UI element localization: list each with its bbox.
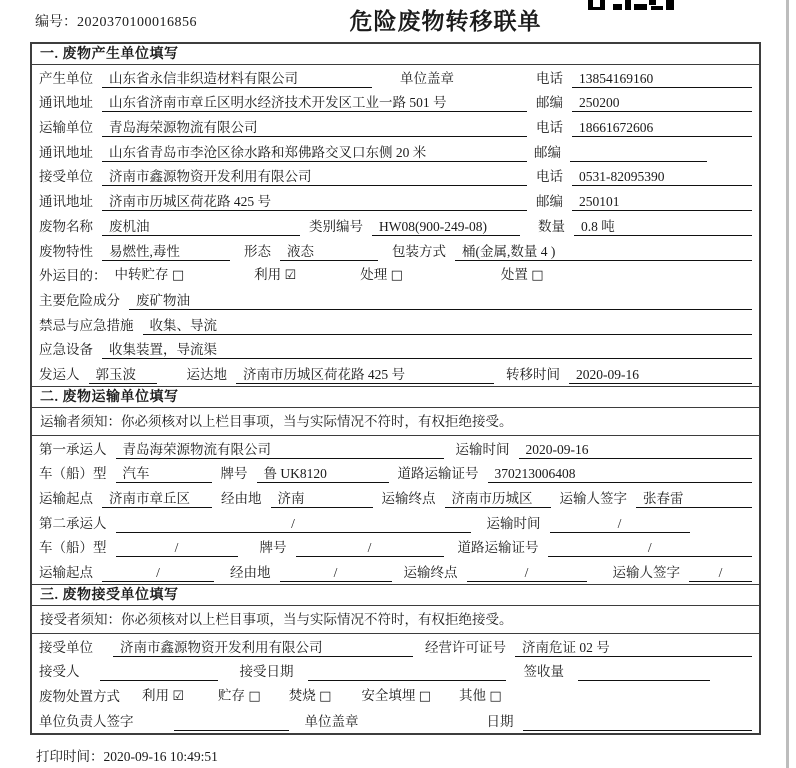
- character-label: 废物特性: [39, 243, 93, 259]
- unit-seal-label: 单位盖章: [304, 713, 359, 729]
- end2-value: /: [467, 563, 587, 582]
- time1-label: 运输时间: [455, 441, 510, 457]
- time2-value: /: [550, 514, 690, 533]
- acceptor-label: 接受人: [39, 664, 80, 680]
- manager-sign-label: 单位负责人签字: [39, 713, 134, 729]
- zip1-value: 250200: [572, 93, 752, 112]
- row-disposal: [32, 683, 759, 708]
- sign-qty-value: [578, 662, 710, 681]
- accept-date-label: 接受日期: [239, 664, 294, 680]
- plate1-value: 鲁 UK8120: [257, 464, 389, 483]
- row-route2: [32, 559, 759, 584]
- addr2-value: 山东省青岛市李沧区徐水路和郑佛路交叉口东侧 20 米: [102, 143, 527, 162]
- origin1-value: 济南市章丘区: [102, 489, 212, 508]
- permit-label: 经营许可证号: [425, 639, 506, 655]
- disposal-option-other: 其他 □: [459, 688, 502, 705]
- checkbox-checked-icon: ☑: [172, 689, 185, 705]
- row-transporter-address: [32, 139, 759, 164]
- row-receiver: [32, 164, 759, 189]
- character-value: 易燃性,毒性: [102, 242, 230, 261]
- print-time-value: 2020-09-16 10:49:51: [103, 749, 218, 764]
- row-hazard: [32, 287, 759, 312]
- seal-label: 单位盖章: [400, 70, 454, 86]
- checkbox-unchecked-icon: □: [531, 268, 544, 284]
- equipment-value: 收集装置，导流渠: [102, 340, 752, 359]
- accept-unit-value: 济南市鑫源物资开发利用有限公司: [113, 638, 413, 657]
- end1-value: 济南市历城区: [445, 489, 551, 508]
- packing-label: 包装方式: [392, 243, 446, 259]
- producer-value: 山东省永信非织造材料有限公司: [102, 69, 372, 88]
- category-value: HW08(900-249-08): [372, 217, 520, 236]
- phone2-value: 18661672606: [572, 118, 752, 137]
- acceptor-value: [100, 662, 218, 681]
- section-transporter: [32, 386, 759, 584]
- row-vehicle1: [32, 461, 759, 486]
- producer-label: 产生单位: [39, 70, 93, 86]
- section-producer: [32, 44, 759, 386]
- row-vehicle2: [32, 535, 759, 560]
- vehicle1-value: 汽车: [116, 464, 212, 483]
- vehicle1-label: 车（船）型: [39, 466, 107, 482]
- phone1-label: 电话: [536, 70, 563, 86]
- time1-value: 2020-09-16: [519, 440, 753, 459]
- checkbox-unchecked-icon: □: [171, 268, 185, 284]
- receiver-label: 接受单位: [39, 169, 93, 185]
- carrier2-value: /: [116, 514, 471, 533]
- zip3-value: 250101: [572, 192, 752, 211]
- document-header: [0, 0, 796, 42]
- checkbox-unchecked-icon: □: [418, 689, 432, 705]
- permit-value: 济南危证 02 号: [515, 638, 752, 657]
- addr2-label: 通讯地址: [39, 144, 93, 160]
- row-route1: [32, 485, 759, 510]
- zip1-label: 邮编: [536, 95, 563, 111]
- purpose-option-dispose: 处置 □: [500, 267, 544, 284]
- row-shipper: [32, 361, 759, 386]
- row-waste-character: [32, 238, 759, 263]
- sign-qty-label: 签收量: [523, 664, 564, 680]
- license2-label: 道路运输证号: [457, 540, 539, 556]
- print-time-label: 打印时间：: [36, 749, 104, 764]
- receiver-value: 济南市鑫源物资开发利用有限公司: [102, 167, 527, 186]
- shipper-value: 郭玉波: [89, 365, 157, 384]
- purpose-option-utilize: 利用 ☑: [254, 267, 297, 284]
- qty-value: 0.8 吨: [574, 217, 752, 236]
- date-value: [523, 712, 753, 731]
- vehicle2-label: 车（船）型: [39, 540, 107, 556]
- sign2-value: /: [689, 563, 752, 582]
- taboo-value: 收集、导流: [143, 316, 753, 335]
- via1-label: 经由地: [221, 491, 262, 506]
- carrier1-label: 第一承运人: [39, 441, 107, 457]
- form-value: 液态: [280, 242, 378, 261]
- sign1-label: 运输人签字: [559, 491, 627, 506]
- row-acceptor: [32, 659, 759, 684]
- addr1-value: 山东省济南市章丘区明水经济技术开发区工业一路 501 号: [102, 93, 527, 112]
- hazard-value: 废矿物油: [129, 291, 752, 310]
- license1-value: 370213006408: [488, 464, 753, 483]
- section-receiver: [32, 584, 759, 733]
- purpose-label: 外运目的：: [39, 268, 107, 284]
- end1-label: 运输终点: [381, 491, 436, 506]
- transfer-time-label: 转移时间: [506, 366, 560, 382]
- disposal-option-incinerate: 焚烧 □: [288, 688, 332, 705]
- purpose-option-treat: 处理 □: [360, 267, 403, 284]
- phone3-value: 0531-82095390: [572, 167, 752, 186]
- dest-label: 运达地: [186, 366, 227, 382]
- receiver-notice: 接受者须知：你必须核对以上栏目事项，当与实际情况不符时，有权拒绝接受。: [32, 606, 759, 634]
- row-producer-address: [32, 90, 759, 115]
- date-label: 日期: [486, 713, 514, 729]
- transporter-label: 运输单位: [39, 120, 93, 136]
- row-equipment: [32, 337, 759, 362]
- row-manager-sign: [32, 708, 759, 733]
- zip2-label: 邮编: [534, 144, 561, 160]
- origin2-value: /: [102, 563, 214, 582]
- vehicle2-value: /: [116, 538, 238, 557]
- hazard-label: 主要危险成分: [39, 292, 120, 308]
- origin1-label: 运输起点: [39, 491, 93, 506]
- row-accept-unit: [32, 634, 759, 659]
- time2-label: 运输时间: [486, 515, 541, 531]
- row-taboo: [32, 312, 759, 337]
- row-purpose: [32, 263, 759, 288]
- plate2-label: 牌号: [259, 540, 287, 556]
- category-label: 类别编号: [309, 218, 363, 234]
- phone3-label: 电话: [536, 169, 563, 185]
- addr3-value: 济南市历城区荷花路 425 号: [102, 192, 527, 211]
- equipment-label: 应急设备: [39, 342, 93, 358]
- sign2-label: 运输人签字: [612, 565, 680, 581]
- row-transporter: [32, 114, 759, 139]
- manager-sign-value: [174, 712, 289, 731]
- dest-value: 济南市历城区荷花路 425 号: [236, 365, 494, 384]
- disposal-option-storage: 贮存 □: [218, 688, 261, 705]
- transfer-time-value: 2020-09-16: [569, 365, 752, 384]
- packing-value: 桶(金属,数量 4 ): [455, 242, 752, 261]
- waste-name-value: 废机油: [102, 217, 300, 236]
- sign1-value: 张春雷: [636, 489, 752, 508]
- zip2-value: [570, 143, 707, 162]
- end2-label: 运输终点: [403, 565, 458, 581]
- license1-label: 道路运输证号: [397, 466, 479, 482]
- checkbox-unchecked-icon: □: [319, 689, 332, 705]
- plate2-value: /: [296, 538, 444, 557]
- section1-title: 一. 废物产生单位填写: [32, 44, 759, 65]
- qty-label: 数量: [538, 218, 565, 234]
- license2-value: /: [548, 538, 753, 557]
- carrier2-label: 第二承运人: [39, 515, 107, 531]
- doc-number-value: 2020370100016856: [77, 15, 197, 30]
- shipper-label: 发运人: [39, 366, 80, 382]
- disposal-label: 废物处置方式: [39, 689, 120, 705]
- waste-name-label: 废物名称: [39, 218, 93, 234]
- addr3-label: 通讯地址: [39, 194, 93, 210]
- qr-code-fragment: [588, 0, 674, 10]
- disposal-option-utilize: 利用 ☑: [142, 688, 185, 705]
- addr1-label: 通讯地址: [39, 95, 93, 111]
- checkbox-unchecked-icon: □: [248, 689, 261, 705]
- disposal-option-landfill: 安全填埋 □: [361, 688, 432, 705]
- via2-label: 经由地: [230, 565, 271, 581]
- manifest-table: [30, 42, 761, 735]
- checkbox-unchecked-icon: □: [390, 268, 403, 284]
- doc-number-label: 编号：: [35, 15, 77, 30]
- purpose-option-transfer-storage: 中转贮存 □: [114, 267, 185, 284]
- checkbox-unchecked-icon: □: [489, 689, 502, 705]
- row-carrier1: [32, 436, 759, 461]
- print-time: [36, 745, 218, 765]
- row-waste-name: [32, 213, 759, 238]
- section2-title: 二. 废物运输单位填写: [32, 387, 759, 408]
- plate1-label: 牌号: [220, 466, 248, 482]
- section3-title: 三. 废物接受单位填写: [32, 585, 759, 606]
- row-producer: [32, 65, 759, 90]
- form-label: 形态: [244, 243, 271, 259]
- transporter-value: 青岛海荣源物流有限公司: [102, 118, 527, 137]
- zip3-label: 邮编: [536, 194, 563, 210]
- row-carrier2: [32, 510, 759, 535]
- page-title: 危险废物转移联单: [349, 9, 542, 34]
- phone1-value: 13854169160: [572, 69, 752, 88]
- accept-unit-label: 接受单位: [39, 639, 93, 655]
- taboo-label: 禁忌与应急措施: [39, 317, 134, 333]
- row-receiver-address: [32, 188, 759, 213]
- transporter-notice: 运输者须知：你必须核对以上栏目事项，当与实际情况不符时，有权拒绝接受。: [32, 408, 759, 436]
- page-edge-divider: [786, 0, 789, 768]
- via2-value: /: [280, 563, 392, 582]
- carrier1-value: 青岛海荣源物流有限公司: [116, 440, 444, 459]
- via1-value: 济南: [271, 489, 373, 508]
- accept-date-value: [308, 662, 506, 681]
- phone2-label: 电话: [536, 120, 563, 136]
- origin2-label: 运输起点: [39, 565, 93, 581]
- checkbox-checked-icon: ☑: [284, 268, 297, 284]
